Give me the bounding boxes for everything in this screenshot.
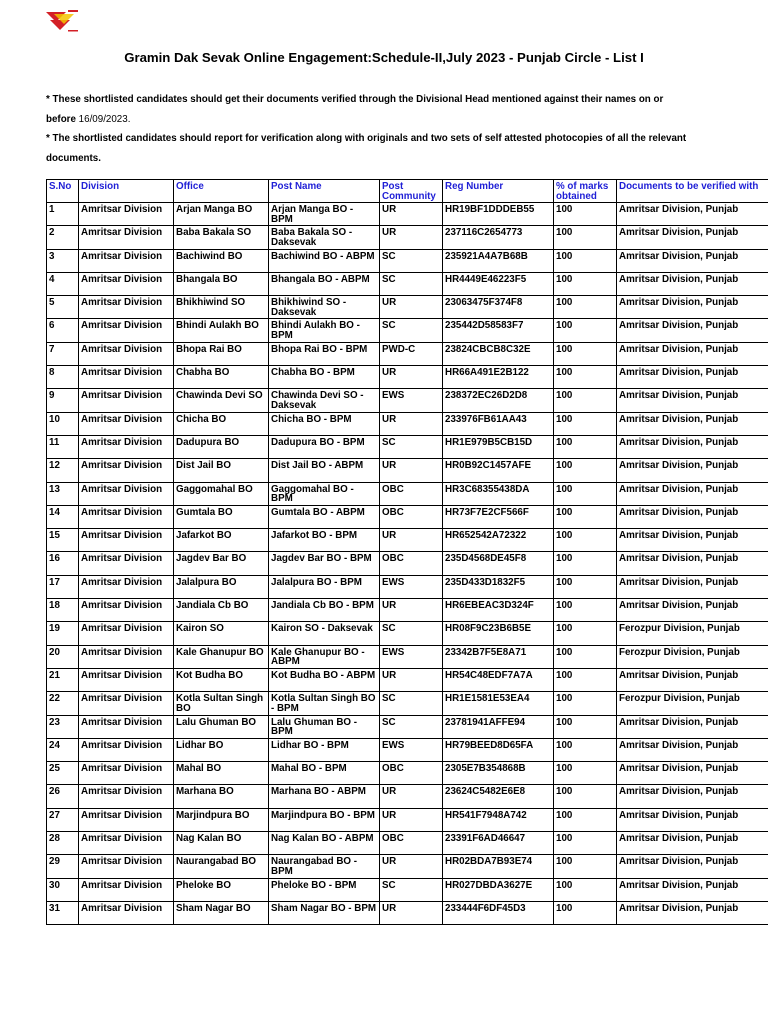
cell-division: Amritsar Division [79,529,174,552]
cell-office: Arjan Manga BO [174,203,269,226]
cell-marks: 100 [554,715,617,738]
cell-marks: 100 [554,435,617,458]
cell-sno: 27 [47,808,79,831]
col-header-marks: % of marks obtained [554,180,617,203]
cell-division: Amritsar Division [79,552,174,575]
table-row [47,412,768,435]
table-row [47,575,768,598]
cell-division: Amritsar Division [79,645,174,668]
cell-reg-number: HR1E979B5CB15D [443,435,554,458]
cell-marks: 100 [554,832,617,855]
cell-reg-number: HR1E1581E53EA4 [443,692,554,715]
table-row [47,319,768,342]
cell-office: Dist Jail BO [174,459,269,482]
table-row [47,435,768,458]
cell-sno: 6 [47,319,79,342]
cell-reg-number: HR3C68355438DA [443,482,554,505]
cell-documents: Amritsar Division, Punjab [617,552,768,575]
cell-sno: 16 [47,552,79,575]
cell-office: Kale Ghanupur BO [174,645,269,668]
cell-post-name: Jandiala Cb BO - BPM [269,599,380,622]
table-row [47,668,768,691]
col-header-post-name: Post Name [269,180,380,203]
cell-marks: 100 [554,878,617,901]
cell-office: Bhopa Rai BO [174,342,269,365]
cell-documents: Amritsar Division, Punjab [617,319,768,342]
candidates-table [46,179,768,925]
cell-marks: 100 [554,599,617,622]
cell-division: Amritsar Division [79,855,174,878]
cell-post-community: SC [380,435,443,458]
cell-post-community: SC [380,272,443,295]
cell-office: Chawinda Devi SO [174,389,269,412]
cell-office: Gumtala BO [174,505,269,528]
cell-post-community: SC [380,878,443,901]
cell-reg-number: HR08F9C23B6B5E [443,622,554,645]
cell-documents: Amritsar Division, Punjab [617,203,768,226]
cell-office: Lidhar BO [174,738,269,761]
cell-post-name: Chicha BO - BPM [269,412,380,435]
table-row [47,715,768,738]
cell-reg-number: 23342B7F5E8A71 [443,645,554,668]
cell-sno: 17 [47,575,79,598]
cell-post-name: Jalalpura BO - BPM [269,575,380,598]
col-header-division: Division [79,180,174,203]
cell-reg-number: HR79BEED8D65FA [443,738,554,761]
cell-marks: 100 [554,855,617,878]
cell-post-community: UR [380,855,443,878]
cell-reg-number: 235D4568DE45F8 [443,552,554,575]
cell-reg-number: HR19BF1DDDEB55 [443,203,554,226]
document-title: Gramin Dak Sevak Online Engagement:Schedule-II,July 2023 - Punjab Circle - List I [124,50,644,65]
cell-documents: Amritsar Division, Punjab [617,878,768,901]
cell-documents: Amritsar Division, Punjab [617,412,768,435]
col-header-documents: Documents to be verified with [617,180,768,203]
cell-marks: 100 [554,785,617,808]
cell-post-name: Marhana BO - ABPM [269,785,380,808]
cell-marks: 100 [554,389,617,412]
cell-post-name: Bhindi Aulakh BO - BPM [269,319,380,342]
cell-division: Amritsar Division [79,505,174,528]
cell-documents: Amritsar Division, Punjab [617,599,768,622]
cell-post-community: UR [380,203,443,226]
notes [46,90,722,168]
cell-office: Jandiala Cb BO [174,599,269,622]
cell-office: Kairon SO [174,622,269,645]
cell-post-name: Marjindpura BO - BPM [269,808,380,831]
cell-division: Amritsar Division [79,738,174,761]
cell-post-community: OBC [380,832,443,855]
cell-marks: 100 [554,249,617,272]
cell-post-community: UR [380,226,443,249]
cell-post-name: Dadupura BO - BPM [269,435,380,458]
cell-post-name: Bhopa Rai BO - BPM [269,342,380,365]
cell-office: Kotla Sultan Singh BO [174,692,269,715]
cell-sno: 5 [47,296,79,319]
table-row [47,692,768,715]
table-row [47,505,768,528]
cell-division: Amritsar Division [79,832,174,855]
cell-post-name: Jafarkot BO - BPM [269,529,380,552]
table-row [47,296,768,319]
cell-reg-number: HR54C48EDF7A7A [443,668,554,691]
cell-division: Amritsar Division [79,668,174,691]
cell-post-community: UR [380,296,443,319]
table-row [47,832,768,855]
cell-division: Amritsar Division [79,296,174,319]
cell-reg-number: 23624C5482E6E8 [443,785,554,808]
cell-office: Lalu Ghuman BO [174,715,269,738]
cell-sno: 20 [47,645,79,668]
cell-reg-number: HR0B92C1457AFE [443,459,554,482]
cell-post-name: Nag Kalan BO - ABPM [269,832,380,855]
table-row [47,459,768,482]
cell-post-name: Naurangabad BO - BPM [269,855,380,878]
cell-post-name: Dist Jail BO - ABPM [269,459,380,482]
cell-post-community: UR [380,459,443,482]
table-row [47,738,768,761]
cell-office: Baba Bakala SO [174,226,269,249]
cell-reg-number: 235442D58583F7 [443,319,554,342]
cell-sno: 2 [47,226,79,249]
cell-documents: Amritsar Division, Punjab [617,389,768,412]
cell-post-name: Lidhar BO - BPM [269,738,380,761]
cell-division: Amritsar Division [79,412,174,435]
cell-post-community: UR [380,901,443,924]
cell-office: Sham Nagar BO [174,901,269,924]
table-row [47,599,768,622]
note-1-date: 16/09/2023. [78,113,131,125]
cell-reg-number: 23781941AFFE94 [443,715,554,738]
table-row [47,808,768,831]
cell-marks: 100 [554,272,617,295]
table-row [47,645,768,668]
cell-office: Jalalpura BO [174,575,269,598]
cell-division: Amritsar Division [79,249,174,272]
cell-sno: 24 [47,738,79,761]
cell-sno: 21 [47,668,79,691]
cell-sno: 18 [47,599,79,622]
cell-reg-number: HR4449E46223F5 [443,272,554,295]
cell-marks: 100 [554,645,617,668]
cell-post-name: Bhikhiwind SO - Daksevak [269,296,380,319]
cell-documents: Amritsar Division, Punjab [617,529,768,552]
cell-marks: 100 [554,482,617,505]
cell-post-name: Kale Ghanupur BO - ABPM [269,645,380,668]
cell-documents: Amritsar Division, Punjab [617,738,768,761]
cell-marks: 100 [554,505,617,528]
cell-sno: 29 [47,855,79,878]
cell-post-community: EWS [380,645,443,668]
cell-office: Bachiwind BO [174,249,269,272]
cell-division: Amritsar Division [79,272,174,295]
cell-reg-number: 23391F6AD46647 [443,832,554,855]
cell-sno: 3 [47,249,79,272]
cell-sno: 7 [47,342,79,365]
cell-marks: 100 [554,203,617,226]
cell-division: Amritsar Division [79,342,174,365]
cell-post-name: Gaggomahal BO - BPM [269,482,380,505]
cell-office: Kot Budha BO [174,668,269,691]
cell-post-community: SC [380,319,443,342]
table-row [47,249,768,272]
cell-office: Dadupura BO [174,435,269,458]
cell-division: Amritsar Division [79,878,174,901]
cell-sno: 13 [47,482,79,505]
cell-division: Amritsar Division [79,715,174,738]
cell-documents: Amritsar Division, Punjab [617,575,768,598]
cell-reg-number: 237116C2654773 [443,226,554,249]
cell-documents: Amritsar Division, Punjab [617,482,768,505]
cell-division: Amritsar Division [79,785,174,808]
cell-office: Naurangabad BO [174,855,269,878]
cell-marks: 100 [554,901,617,924]
cell-post-community: OBC [380,482,443,505]
table-row [47,366,768,389]
cell-marks: 100 [554,668,617,691]
cell-marks: 100 [554,459,617,482]
col-header-sno: S.No [47,180,79,203]
table-row [47,203,768,226]
table-row [47,226,768,249]
cell-sno: 4 [47,272,79,295]
cell-post-name: Kairon SO - Daksevak [269,622,380,645]
cell-office: Bhindi Aulakh BO [174,319,269,342]
table-body [47,203,768,925]
cell-reg-number: HR66A491E2B122 [443,366,554,389]
cell-reg-number: 23824CBCB8C32E [443,342,554,365]
cell-post-community: UR [380,785,443,808]
table-row [47,901,768,924]
cell-reg-number: 23063475F374F8 [443,296,554,319]
cell-reg-number: 233444F6DF45D3 [443,901,554,924]
cell-post-community: UR [380,668,443,691]
cell-post-community: OBC [380,762,443,785]
cell-post-name: Kotla Sultan Singh BO - BPM [269,692,380,715]
cell-marks: 100 [554,808,617,831]
cell-reg-number: HR541F7948A742 [443,808,554,831]
cell-reg-number: HR02BDA7B93E74 [443,855,554,878]
cell-post-name: Sham Nagar BO - BPM [269,901,380,924]
cell-sno: 12 [47,459,79,482]
cell-marks: 100 [554,692,617,715]
cell-office: Nag Kalan BO [174,832,269,855]
cell-reg-number: HR6EBEAC3D324F [443,599,554,622]
cell-marks: 100 [554,762,617,785]
cell-reg-number: 233976FB61AA43 [443,412,554,435]
cell-division: Amritsar Division [79,622,174,645]
cell-documents: Amritsar Division, Punjab [617,668,768,691]
cell-post-community: OBC [380,505,443,528]
table-row [47,785,768,808]
table-row [47,878,768,901]
cell-documents: Amritsar Division, Punjab [617,762,768,785]
cell-documents: Ferozpur Division, Punjab [617,645,768,668]
cell-office: Chabha BO [174,366,269,389]
cell-office: Chicha BO [174,412,269,435]
cell-division: Amritsar Division [79,319,174,342]
cell-office: Marjindpura BO [174,808,269,831]
note-1 [46,90,722,129]
cell-documents: Amritsar Division, Punjab [617,459,768,482]
cell-documents: Amritsar Division, Punjab [617,226,768,249]
cell-documents: Ferozpur Division, Punjab [617,692,768,715]
cell-post-name: Bachiwind BO - ABPM [269,249,380,272]
cell-post-community: SC [380,622,443,645]
cell-sno: 9 [47,389,79,412]
cell-sno: 26 [47,785,79,808]
cell-division: Amritsar Division [79,435,174,458]
cell-office: Pheloke BO [174,878,269,901]
cell-sno: 25 [47,762,79,785]
cell-marks: 100 [554,622,617,645]
cell-division: Amritsar Division [79,692,174,715]
cell-division: Amritsar Division [79,482,174,505]
cell-sno: 14 [47,505,79,528]
cell-documents: Amritsar Division, Punjab [617,505,768,528]
cell-documents: Amritsar Division, Punjab [617,855,768,878]
note-1-text: * These shortlisted candidates should get their documents verified through the Divisional Head mentioned against their names on or [46,94,664,105]
cell-marks: 100 [554,319,617,342]
cell-division: Amritsar Division [79,901,174,924]
table-row [47,272,768,295]
cell-division: Amritsar Division [79,575,174,598]
cell-post-community: SC [380,715,443,738]
cell-office: Bhangala BO [174,272,269,295]
table-row [47,529,768,552]
cell-division: Amritsar Division [79,599,174,622]
cell-reg-number: HR652542A72322 [443,529,554,552]
cell-documents: Amritsar Division, Punjab [617,435,768,458]
cell-post-name: Baba Bakala SO - Daksevak [269,226,380,249]
cell-reg-number: 235921A4A7B68B [443,249,554,272]
cell-documents: Amritsar Division, Punjab [617,832,768,855]
cell-division: Amritsar Division [79,459,174,482]
cell-office: Jafarkot BO [174,529,269,552]
cell-post-community: EWS [380,738,443,761]
cell-documents: Amritsar Division, Punjab [617,296,768,319]
cell-marks: 100 [554,412,617,435]
cell-documents: Amritsar Division, Punjab [617,808,768,831]
cell-post-community: EWS [380,575,443,598]
cell-post-community: PWD-C [380,342,443,365]
cell-sno: 11 [47,435,79,458]
cell-sno: 15 [47,529,79,552]
cell-post-name: Mahal BO - BPM [269,762,380,785]
cell-documents: Ferozpur Division, Punjab [617,622,768,645]
cell-documents: Amritsar Division, Punjab [617,249,768,272]
cell-reg-number: 235D433D1832F5 [443,575,554,598]
table-row [47,342,768,365]
cell-post-name: Gumtala BO - ABPM [269,505,380,528]
cell-office: Bhikhiwind SO [174,296,269,319]
cell-post-name: Arjan Manga BO - BPM [269,203,380,226]
cell-office: Jagdev Bar BO [174,552,269,575]
cell-post-community: UR [380,808,443,831]
cell-post-community: SC [380,692,443,715]
india-post-logo [40,8,80,36]
cell-marks: 100 [554,552,617,575]
cell-sno: 8 [47,366,79,389]
cell-documents: Amritsar Division, Punjab [617,715,768,738]
cell-reg-number: 238372EC26D2D8 [443,389,554,412]
cell-marks: 100 [554,738,617,761]
cell-sno: 30 [47,878,79,901]
cell-division: Amritsar Division [79,808,174,831]
cell-post-community: EWS [380,389,443,412]
cell-post-community: SC [380,249,443,272]
cell-documents: Amritsar Division, Punjab [617,272,768,295]
cell-marks: 100 [554,296,617,319]
table-row [47,855,768,878]
cell-division: Amritsar Division [79,203,174,226]
cell-marks: 100 [554,366,617,389]
col-header-reg-number: Reg Number [443,180,554,203]
cell-documents: Amritsar Division, Punjab [617,342,768,365]
cell-office: Mahal BO [174,762,269,785]
cell-division: Amritsar Division [79,226,174,249]
cell-office: Gaggomahal BO [174,482,269,505]
cell-post-name: Jagdev Bar BO - BPM [269,552,380,575]
cell-reg-number: 2305E7B354868B [443,762,554,785]
cell-marks: 100 [554,529,617,552]
cell-division: Amritsar Division [79,389,174,412]
cell-sno: 19 [47,622,79,645]
cell-post-community: UR [380,599,443,622]
cell-marks: 100 [554,342,617,365]
cell-reg-number: HR73F7E2CF566F [443,505,554,528]
cell-sno: 1 [47,203,79,226]
cell-sno: 23 [47,715,79,738]
col-header-post-community: Post Community [380,180,443,203]
cell-sno: 28 [47,832,79,855]
cell-post-community: OBC [380,552,443,575]
cell-post-community: UR [380,529,443,552]
table-row [47,762,768,785]
table-header-row [47,180,768,203]
cell-documents: Amritsar Division, Punjab [617,366,768,389]
cell-post-name: Bhangala BO - ABPM [269,272,380,295]
table-row [47,482,768,505]
cell-post-name: Kot Budha BO - ABPM [269,668,380,691]
cell-sno: 22 [47,692,79,715]
note-1-before: before [46,113,79,125]
table-row [47,552,768,575]
cell-marks: 100 [554,575,617,598]
cell-post-name: Chabha BO - BPM [269,366,380,389]
cell-office: Marhana BO [174,785,269,808]
table-row [47,622,768,645]
cell-division: Amritsar Division [79,762,174,785]
cell-sno: 31 [47,901,79,924]
col-header-office: Office [174,180,269,203]
cell-marks: 100 [554,226,617,249]
cell-post-name: Lalu Ghuman BO - BPM [269,715,380,738]
cell-post-name: Chawinda Devi SO - Daksevak [269,389,380,412]
cell-post-community: UR [380,412,443,435]
cell-sno: 10 [47,412,79,435]
cell-post-name: Pheloke BO - BPM [269,878,380,901]
table-row [47,389,768,412]
note-2: * The shortlisted candidates should report for verification along with originals and two sets of self attested photocopies of all the relevant documents. [46,133,687,164]
cell-post-community: UR [380,366,443,389]
cell-division: Amritsar Division [79,366,174,389]
cell-documents: Amritsar Division, Punjab [617,785,768,808]
cell-documents: Amritsar Division, Punjab [617,901,768,924]
cell-reg-number: HR027DBDA3627E [443,878,554,901]
